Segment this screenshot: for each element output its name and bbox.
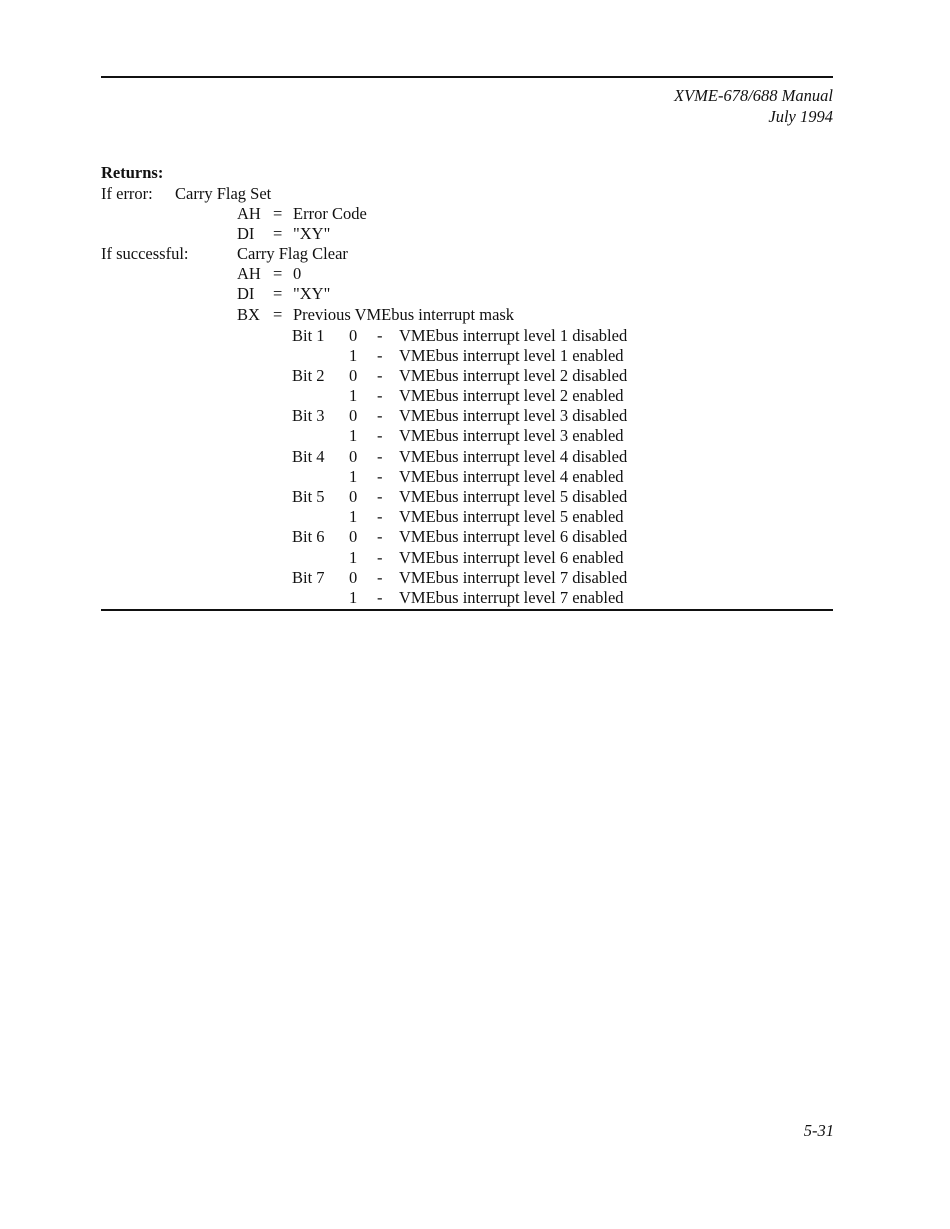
- bit-5-one-dash: -: [377, 507, 383, 526]
- bit-3-one-desc: VMEbus interrupt level 3 enabled: [399, 426, 624, 445]
- error-label: If error:: [101, 184, 153, 203]
- page-number: 5-31: [803, 1121, 834, 1140]
- bit-7-zero-desc: VMEbus interrupt level 7 disabled: [399, 568, 628, 587]
- success-ah-register: AH: [237, 264, 261, 283]
- bit-4-label: Bit 4: [292, 447, 325, 466]
- bit-3-zero: 0: [349, 406, 358, 425]
- bit-1-zero-dash: -: [377, 326, 383, 345]
- bit-1-label: Bit 1: [292, 326, 325, 345]
- error-di-equals: =: [273, 224, 283, 243]
- bit-7-zero-dash: -: [377, 568, 383, 587]
- running-header: [674, 85, 833, 127]
- error-ah-equals: =: [273, 204, 283, 223]
- bit-1-one-dash: -: [377, 346, 383, 365]
- bit-2-zero: 0: [349, 366, 358, 385]
- bit-2-zero-desc: VMEbus interrupt level 2 disabled: [399, 366, 628, 385]
- bit-6-zero-dash: -: [377, 527, 383, 546]
- bx-value: Previous VMEbus interrupt mask: [293, 305, 515, 324]
- bx-equals: =: [273, 305, 283, 324]
- bit-4-one-desc: VMEbus interrupt level 4 enabled: [399, 467, 624, 486]
- error-ah-value: Error Code: [293, 204, 367, 223]
- bit-2-one: 1: [349, 386, 358, 405]
- success-di-register: DI: [237, 284, 255, 303]
- bit-3-label: Bit 3: [292, 406, 325, 425]
- bit-5-zero: 0: [349, 487, 358, 506]
- bit-5-zero-desc: VMEbus interrupt level 5 disabled: [399, 487, 628, 506]
- bit-3-one: 1: [349, 426, 358, 445]
- bottom-rule: [101, 609, 833, 611]
- bx-register: BX: [237, 305, 260, 324]
- error-ah-register: AH: [237, 204, 261, 223]
- bit-6-one: 1: [349, 548, 358, 567]
- bit-1-one-desc: VMEbus interrupt level 1 enabled: [399, 346, 624, 365]
- bit-2-one-dash: -: [377, 386, 383, 405]
- error-di-value: "XY": [293, 224, 331, 243]
- success-ah-equals: =: [273, 264, 283, 283]
- manual-date: July 1994: [768, 107, 833, 126]
- bit-1-zero-desc: VMEbus interrupt level 1 disabled: [399, 326, 628, 345]
- bit-7-label: Bit 7: [292, 568, 325, 587]
- bit-3-zero-desc: VMEbus interrupt level 3 disabled: [399, 406, 628, 425]
- bit-4-zero: 0: [349, 447, 358, 466]
- bit-6-zero-desc: VMEbus interrupt level 6 disabled: [399, 527, 628, 546]
- bit-4-zero-desc: VMEbus interrupt level 4 disabled: [399, 447, 628, 466]
- top-rule: [101, 76, 833, 78]
- bit-4-zero-dash: -: [377, 447, 383, 466]
- bit-5-zero-dash: -: [377, 487, 383, 506]
- bit-5-one: 1: [349, 507, 358, 526]
- bit-6-label: Bit 6: [292, 527, 325, 546]
- success-ah-value: 0: [293, 264, 302, 283]
- bit-1-zero: 0: [349, 326, 358, 345]
- bit-7-one-desc: VMEbus interrupt level 7 enabled: [399, 588, 624, 607]
- bit-6-one-desc: VMEbus interrupt level 6 enabled: [399, 548, 624, 567]
- bit-2-label: Bit 2: [292, 366, 325, 385]
- success-label: If successful:: [101, 244, 189, 263]
- bit-4-one: 1: [349, 467, 358, 486]
- bit-7-one-dash: -: [377, 588, 383, 607]
- bit-2-zero-dash: -: [377, 366, 383, 385]
- bit-6-one-dash: -: [377, 548, 383, 567]
- success-di-value: "XY": [293, 284, 331, 303]
- bit-5-one-desc: VMEbus interrupt level 5 enabled: [399, 507, 624, 526]
- bit-5-label: Bit 5: [292, 487, 325, 506]
- bit-6-zero: 0: [349, 527, 358, 546]
- bit-2-one-desc: VMEbus interrupt level 2 enabled: [399, 386, 624, 405]
- error-flag: Carry Flag Set: [175, 184, 272, 203]
- manual-title: XVME-678/688 Manual: [673, 86, 833, 105]
- bit-7-one: 1: [349, 588, 358, 607]
- success-di-equals: =: [273, 284, 283, 303]
- bit-1-one: 1: [349, 346, 358, 365]
- returns-heading: Returns:: [101, 163, 164, 182]
- bit-4-one-dash: -: [377, 467, 383, 486]
- bit-3-zero-dash: -: [377, 406, 383, 425]
- bit-3-one-dash: -: [377, 426, 383, 445]
- bit-7-zero: 0: [349, 568, 358, 587]
- success-flag: Carry Flag Clear: [237, 244, 348, 263]
- error-di-register: DI: [237, 224, 255, 243]
